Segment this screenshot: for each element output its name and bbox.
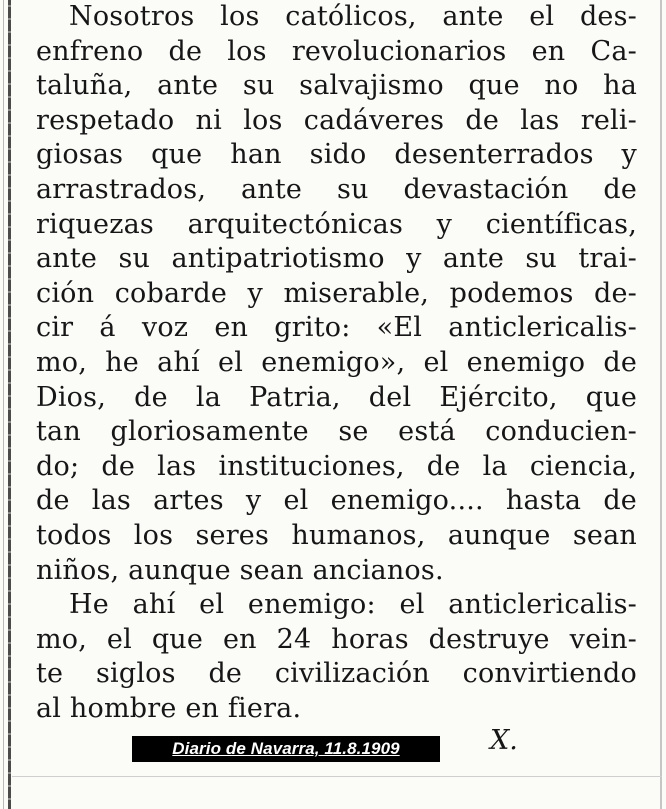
article-line: al hombre en fiera. xyxy=(36,692,302,724)
article-line: riquezas arquitectónicas y científicas, xyxy=(36,208,637,240)
author-signature: X. xyxy=(490,725,518,756)
right-edge-rule xyxy=(660,0,662,809)
article-line: todos los seres humanos, aunque sean xyxy=(36,519,637,551)
article-line: tan gloriosamente se está conducien- xyxy=(36,416,637,448)
article-line: mo, he ahí el enemigo», el enemigo de xyxy=(36,346,637,378)
article-line: do; de las instituciones, de la ciencia, xyxy=(36,450,637,482)
article-line: giosas que han sido desenterrados y xyxy=(36,139,637,171)
article-line: enfreno de los revolucionarios en Ca- xyxy=(36,35,637,67)
source-caption: Diario de Navarra, 11.8.1909 xyxy=(132,736,440,762)
article-line: ción cobarde y miserable, podemos de- xyxy=(36,277,637,309)
article-line: de las artes y el enemigo.... hasta de xyxy=(36,485,637,517)
article-line: respetado ni los cadáveres de las reli- xyxy=(36,104,637,136)
article-line: taluña, ante su salvajismo que no ha xyxy=(36,70,637,102)
bottom-divider xyxy=(12,776,662,777)
article-line: ante su antipatriotismo y ante su trai- xyxy=(36,243,637,275)
article-line: Nosotros los católicos, ante el des- xyxy=(69,1,637,32)
column-border-thin xyxy=(3,0,4,809)
article-line: cir á voz en grito: «El anticlericalis- xyxy=(36,312,637,344)
article-line: te siglos de civilización convirtiendo xyxy=(36,658,637,690)
article-body xyxy=(36,0,637,726)
column-border-rule xyxy=(8,0,11,809)
article-line: Dios, de la Patria, del Ejército, que xyxy=(36,381,637,413)
article-line: mo, el que en 24 horas destruye vein- xyxy=(36,623,637,655)
article-line: He ahí el enemigo: el anticlericalis- xyxy=(69,589,637,621)
article-line: arrastrados, ante su devastación de xyxy=(36,173,637,205)
article-line: niños, aunque sean ancianos. xyxy=(36,554,444,586)
